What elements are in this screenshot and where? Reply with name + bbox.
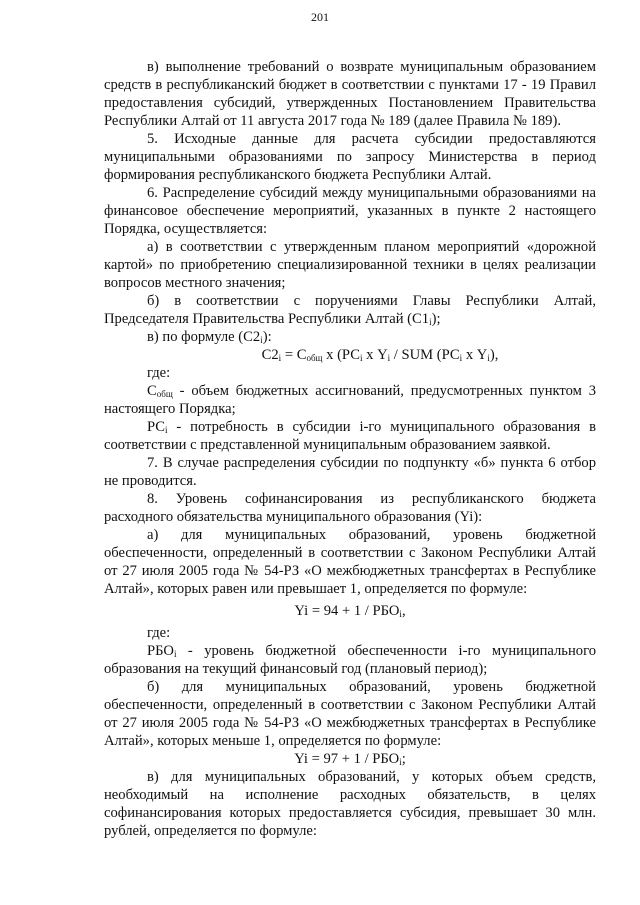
definition-pc (104, 418, 596, 454)
paragraph-8c: в) для муниципальных образований, у которых объем средств, необходимый на исполнение расходных обязательств, в целях софинансирования которых предоставляется субсидия, превышает 30 млн. рублей, определяется по формуле: (104, 769, 596, 839)
where-label: где: (147, 625, 171, 641)
paragraph-6: 6. Распределение субсидий между муниципальными образованиями на финансовое обеспечение мероприятий, указанных в пункте 2 настоящего Порядка, осуществляется: (104, 185, 596, 237)
where-label: где: (147, 365, 171, 381)
definition-text: - потребность в субсидии i-го муниципального образования в соответствии с представленной муниципальным образованием заявкой. (104, 419, 596, 453)
paragraph-8a: а) для муниципальных образований, уровень бюджетной обеспеченности, определенный в соответствии с Законом Республики Алтай от 27 июля 2005 года № 54-РЗ «О межбюджетных трансфертах в Республике Алтай», которых равен или превышает 1, определяется по формуле: (104, 527, 596, 597)
paragraph-6b-text: б) в соответствии с поручениями Главы Республики Алтай, Председателя Правительства Республики Алтай (С1 (104, 293, 596, 327)
subscript: i (278, 353, 282, 363)
subscript: i (165, 425, 168, 435)
definition-rbo (104, 642, 596, 678)
paragraph-6c-text: в) по формуле (С2 (147, 329, 261, 345)
subscript: i (399, 609, 402, 619)
formula-part: Yi = 97 + 1 / РБО (294, 751, 400, 767)
subscript: i (399, 757, 402, 767)
subscript: i (359, 353, 363, 363)
formula-part: Yi = 94 + 1 / РБО (294, 603, 400, 619)
paragraph-6c-tail: ): (262, 329, 272, 345)
paragraph-6a: а) в соответствии с утвержденным планом мероприятий «дорожной картой» по приобретению специализированной техники в целях реализации вопросов местного значения; (104, 239, 596, 291)
paragraph-8: 8. Уровень софинансирования из республиканского бюджета расходного обязательства муниципального образования (Yi): (104, 491, 596, 525)
definition-text: - объем бюджетных ассигнований, предусмотренных пунктом 3 настоящего Порядка; (104, 383, 596, 417)
formula-part: х (РС (322, 347, 360, 363)
formula-part: ; (401, 751, 406, 767)
formula-part: / SUM (РС (390, 347, 460, 363)
paragraph-6b (104, 292, 596, 328)
paragraph-7: 7. В случае распределения субсидии по подпункту «б» пункта 6 отбор не проводится. (104, 455, 596, 489)
definition-symbol: РБО (147, 643, 174, 659)
subscript: i (260, 335, 263, 345)
subscript: i (387, 353, 391, 363)
paragraph-return-requirements: в) выполнение требований о возврате муниципальным образованием средств в республиканский бюджет в соответствии с пунктами 17 - 19 Правил предоставления субсидий, утвержденных Постановлением Правительства Республики Алтай от 11 августа 2017 года № 189 (далее Правила № 189). (104, 59, 596, 129)
page-number: 201 (311, 10, 329, 24)
formula-part: = С (281, 347, 307, 363)
formula-part: ), (489, 347, 499, 363)
subscript: i (459, 353, 463, 363)
formula-c2 (104, 346, 596, 364)
definition-c-total (104, 382, 596, 418)
definition-symbol: С (147, 383, 157, 399)
formula-part: х Y (462, 347, 488, 363)
subscript: i (429, 317, 432, 327)
formula-yi-97 (104, 750, 596, 768)
paragraph-8b: б) для муниципальных образований, уровень бюджетной обеспеченности, определенный в соответствии с Законом Республики Алтай от 27 июля 2005 года № 54-РЗ «О межбюджетных трансфертах в Республике Алтай», которых меньше 1, определяется по формуле: (104, 679, 596, 749)
subscript: общ (156, 389, 173, 399)
subscript: i (173, 649, 177, 659)
formula-part: , (401, 603, 406, 619)
definition-symbol: РС (147, 419, 166, 435)
paragraph-5: 5. Исходные данные для расчета субсидии предоставляются муниципальными образованиями по запросу Министерства в период формирования республиканского бюджета Республики Алтай. (104, 131, 596, 183)
definition-text: - уровень бюджетной обеспеченности i-го муниципального образования на текущий финансовый год (плановый период); (104, 643, 596, 677)
document-body (104, 58, 596, 840)
formula-part: х Y (362, 347, 388, 363)
subscript: общ (306, 353, 323, 363)
subscript: i (487, 353, 490, 363)
paragraph-6b-tail: ); (431, 311, 441, 327)
formula-yi-94 (104, 602, 596, 620)
formula-part: С2 (261, 347, 279, 363)
paragraph-6c (104, 328, 596, 346)
